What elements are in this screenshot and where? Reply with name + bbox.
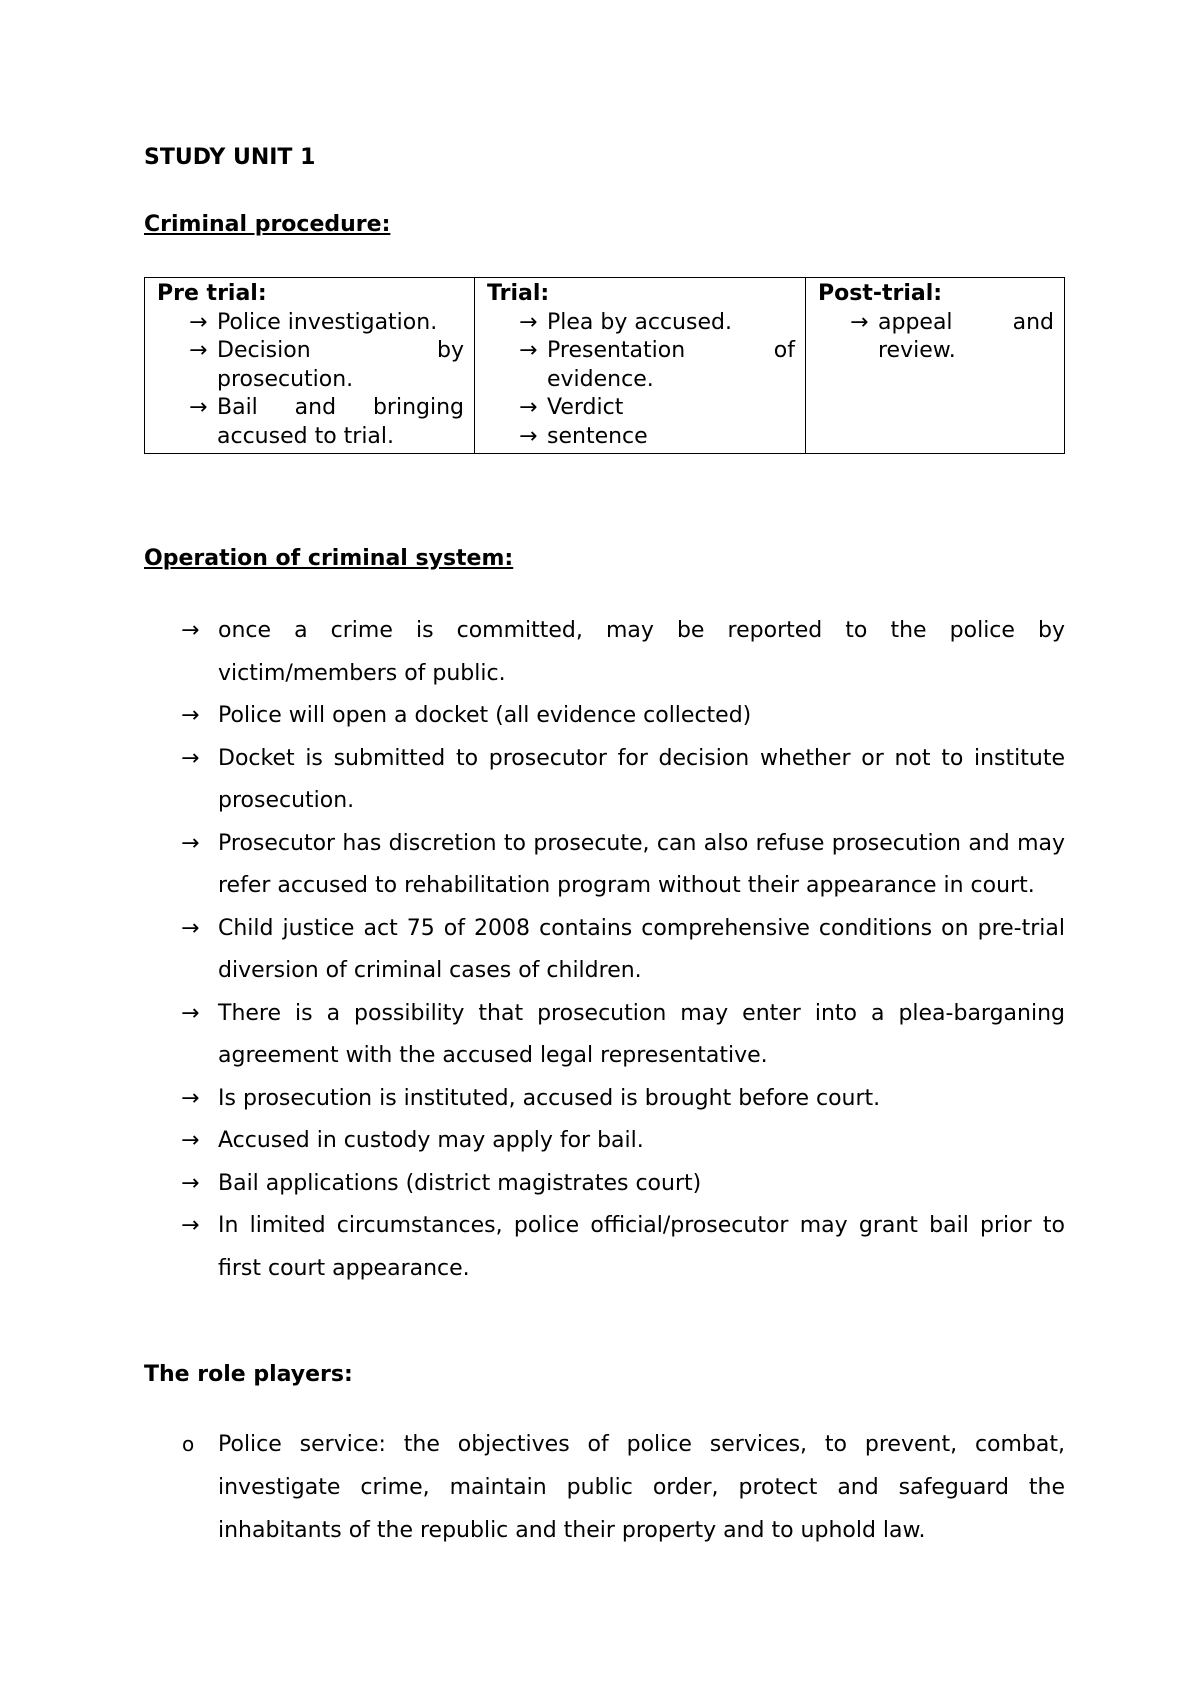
arrow-icon: → — [189, 395, 208, 420]
arrow-icon: → — [181, 915, 200, 941]
stages-row — [145, 278, 1065, 454]
list-item: → There is a possibility that prosecution may enter into a plea-barganing agreement with the accused legal representative. — [144, 993, 1065, 1078]
list-item: → Child justice act 75 of 2008 contains comprehensive conditions on pre-trial diversion of criminal cases of children. — [144, 908, 1065, 993]
pre-trial-list — [157, 309, 464, 452]
arrow-icon: → — [181, 1085, 200, 1111]
arrow-icon: → — [181, 1170, 200, 1196]
list-item: → Plea by accused. — [487, 309, 795, 338]
list-item: → Police investigation. — [157, 309, 464, 338]
arrow-icon: → — [519, 395, 538, 420]
pre-trial-heading: Pre trial: — [157, 281, 267, 306]
list-item: → Accused in custody may apply for bail. — [144, 1120, 1065, 1163]
arrow-icon: → — [519, 309, 538, 335]
trial-cell — [475, 278, 806, 454]
post-trial-list — [818, 309, 1054, 366]
list-item: → Docket is submitted to prosecutor for decision whether or not to institute prosecution. — [144, 738, 1065, 823]
list-item: → Police will open a docket (all evidence collected) — [144, 695, 1065, 738]
arrow-icon: → — [181, 618, 200, 643]
list-item: → Is prosecution is instituted, accused is brought before court. — [144, 1078, 1065, 1121]
list-item: → Presentation of evidence. — [519, 338, 795, 392]
arrow-icon: → — [519, 423, 538, 449]
role-players-heading: The role players: — [144, 1362, 353, 1387]
list-item: → Bail and bringing accused to trial. — [189, 395, 464, 449]
list-item: → once a crime is committed, may be reported to the police by victim/members of public. — [144, 610, 1065, 695]
criminal-procedure-heading: Criminal procedure: — [144, 212, 391, 237]
arrow-icon: → — [189, 338, 208, 363]
trial-list — [487, 309, 795, 452]
list-item: → Decision by prosecution. — [189, 338, 464, 392]
arrow-icon: → — [181, 1128, 200, 1153]
study-unit-title: STUDY UNIT 1 — [144, 145, 316, 170]
operation-list — [144, 610, 1065, 1290]
operation-heading: Operation of criminal system: — [144, 546, 514, 571]
circle-bullet-icon: o — [182, 1432, 195, 1456]
list-item: → Verdict — [487, 394, 795, 423]
arrow-icon: → — [181, 1000, 200, 1026]
arrow-icon: → — [189, 309, 208, 335]
list-item: → appeal and review. — [850, 309, 1054, 363]
list-item: → Prosecutor has discretion to prosecute, can also refuse prosecution and may refer accused to rehabilitation program without their appearance in court. — [144, 823, 1065, 908]
list-item: → Bail applications (district magistrates court) — [144, 1163, 1065, 1206]
trial-heading: Trial: — [487, 281, 550, 306]
pre-trial-cell — [145, 278, 475, 454]
role-players-list — [144, 1423, 1065, 1552]
procedure-stages-table — [144, 277, 1065, 454]
arrow-icon: → — [850, 309, 869, 335]
list-item: → In limited circumstances, police official/prosecutor may grant bail prior to first court appearance. — [144, 1205, 1065, 1290]
arrow-icon: → — [181, 830, 200, 856]
post-trial-heading: Post-trial: — [818, 281, 943, 306]
arrow-icon: → — [181, 1213, 200, 1238]
post-trial-cell — [806, 278, 1065, 454]
list-item: o Police service: the objectives of police services, to prevent, combat, investigate crime, maintain public order, protect and safeguard the inhabitants of the republic and their property and to uphold law. — [144, 1423, 1065, 1552]
arrow-icon: → — [519, 338, 538, 363]
arrow-icon: → — [181, 745, 200, 771]
arrow-icon: → — [181, 703, 200, 728]
list-item: → sentence — [487, 423, 795, 452]
